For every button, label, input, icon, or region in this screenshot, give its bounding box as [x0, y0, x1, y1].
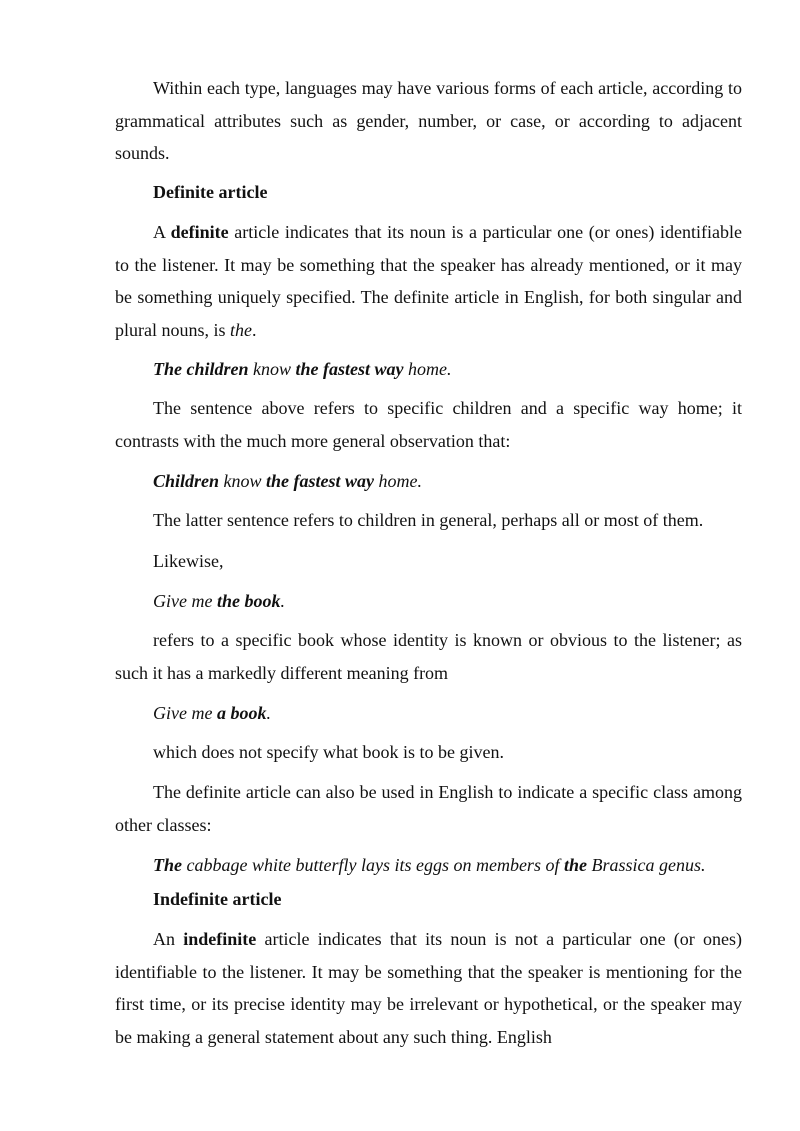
- paragraph-specific-book: refers to a specific book whose identity is known or obvious to the listener; as such it has a markedly different meaning from: [115, 630, 742, 683]
- heading-definite-article: Definite article: [153, 182, 268, 202]
- example-give-a-book: [115, 697, 742, 730]
- example-give-the-book: [115, 585, 742, 618]
- bold-term-indefinite: indefinite: [183, 929, 257, 949]
- example-bold: The: [153, 855, 182, 875]
- example-text: know: [219, 471, 267, 491]
- italic-term-the: the: [230, 319, 252, 340]
- paragraph-definite-article: [115, 216, 742, 346]
- paragraph-children-general: The latter sentence refers to children in general, perhaps all or most of them.: [153, 510, 704, 530]
- example-bold: Children: [153, 471, 220, 491]
- example-bold: the fastest way: [266, 471, 375, 491]
- heading-indefinite-article: Indefinite article: [153, 889, 282, 909]
- example-text: .: [266, 703, 271, 723]
- example-bold: The children: [153, 359, 249, 379]
- example-bold: the: [563, 855, 587, 875]
- example-bold: the book: [216, 591, 281, 611]
- text-span: An: [153, 929, 184, 949]
- example-text: home.: [403, 359, 452, 379]
- example-bold: the fastest way: [295, 359, 404, 379]
- paragraph-class-usage: The definite article can also be used in English to indicate a specific class among other classes:: [115, 782, 742, 835]
- example-text: Give me: [153, 703, 217, 723]
- paragraph-indefinite-article: [115, 923, 742, 1053]
- bold-term-definite: definite: [170, 222, 229, 242]
- example-children: [115, 465, 742, 498]
- paragraph-specific-children: The sentence above refers to specific children and a specific way home; it contrasts with the much more general observation that:: [115, 398, 742, 451]
- text-span: article indicates that its noun is not a particular one (or ones) identifiable to the listener. It may be something that the speaker is mentioning for the first time, or its precise identity may be irrelevant or hypothetical, or the speaker may be making a general statement about any such thing. English: [115, 929, 743, 1047]
- paragraph-likewise: Likewise,: [153, 551, 224, 571]
- text-span: .: [252, 319, 257, 340]
- example-text: Give me: [153, 591, 217, 611]
- example-cabbage-butterfly: [115, 849, 753, 882]
- paragraph-not-specify: which does not specify what book is to be given.: [153, 742, 504, 762]
- text-span: A: [153, 222, 171, 242]
- example-bold: a book: [216, 703, 267, 723]
- example-the-children: [115, 353, 742, 386]
- text-span: article indicates that its noun is a particular one (or ones) identifiable to the listener. It may be something that the speaker has already mentioned, or it may be something uniquely specified. The definite article in English, for both singular and plural nouns, is: [115, 222, 742, 340]
- example-text: cabbage white butterfly lays its eggs on members of: [182, 855, 564, 875]
- example-text: know: [248, 359, 296, 379]
- paragraph-article-forms: Within each type, languages may have various forms of each article, according to grammatical attributes such as gender, number, or case, or according to adjacent sounds.: [115, 78, 742, 163]
- example-text: home.: [374, 471, 423, 491]
- example-text: Brassica genus.: [586, 855, 706, 875]
- example-text: .: [280, 591, 285, 611]
